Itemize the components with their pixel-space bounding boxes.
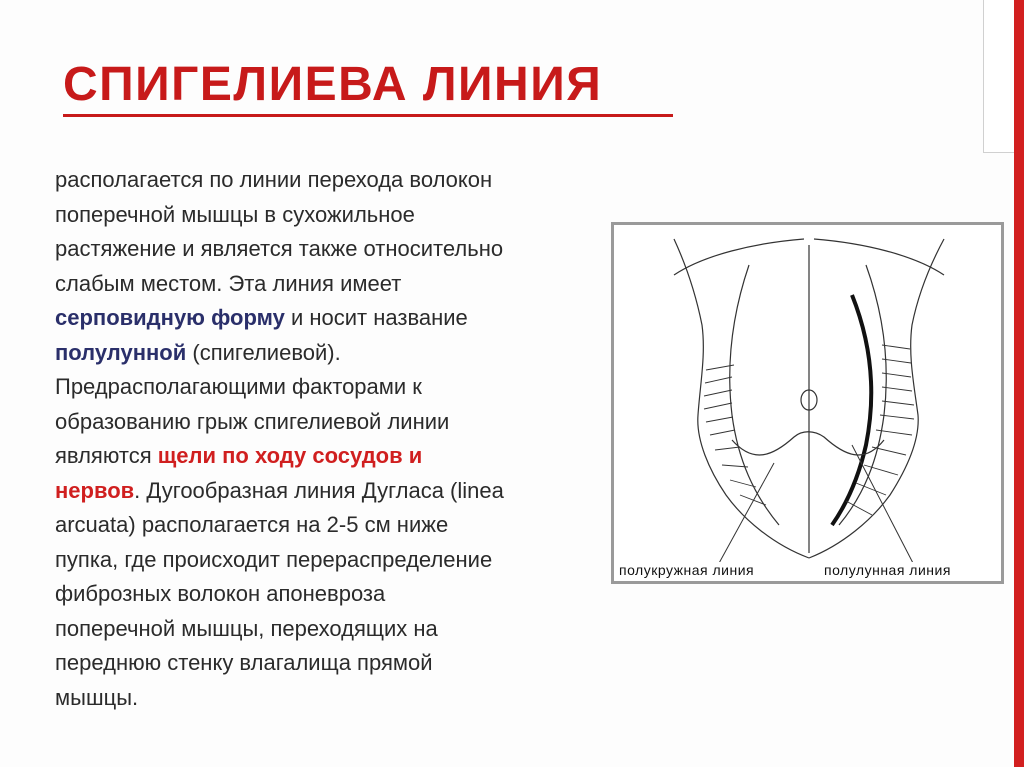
corner-frame-decoration bbox=[983, 0, 1014, 153]
paragraph-line bbox=[55, 439, 615, 474]
pointer-left bbox=[718, 463, 774, 565]
text-run: слабым местом. Эта линия имеет bbox=[55, 270, 402, 296]
text-run: фиброзных волокон апоневроза bbox=[55, 581, 386, 606]
paragraph-line bbox=[55, 612, 615, 647]
text-run: . Дугообразная линия Дугласа (linea bbox=[134, 477, 504, 503]
paragraph-line bbox=[55, 163, 615, 198]
text-run: и носит название bbox=[284, 305, 468, 330]
arcuate-contour bbox=[732, 432, 884, 455]
paragraph-line bbox=[55, 301, 615, 336]
paragraph-line bbox=[55, 336, 615, 371]
paragraph-line bbox=[55, 474, 615, 509]
body-paragraph bbox=[55, 163, 615, 715]
paragraph-line bbox=[55, 646, 615, 681]
right-accent-bar bbox=[1014, 0, 1024, 767]
torso-left-contour bbox=[674, 239, 809, 558]
title-underline bbox=[63, 114, 673, 117]
text-run: Предрасполагающими факторами к bbox=[55, 374, 422, 399]
text-run: поперечной мышцы, переходящих на bbox=[55, 615, 438, 641]
text-run: мышцы. bbox=[55, 684, 139, 710]
text-run: пупка, где происходит перераспределение bbox=[55, 546, 493, 572]
left-costal-margin bbox=[674, 239, 804, 275]
paragraph-line bbox=[55, 681, 615, 716]
right-costal-margin bbox=[814, 239, 944, 275]
paragraph-line bbox=[55, 543, 615, 578]
red-term-shcheli: щели по ходу сосудов и bbox=[157, 443, 423, 468]
abdominal-wall-drawing bbox=[614, 225, 1001, 581]
semilunar-line bbox=[832, 295, 871, 525]
paragraph-line bbox=[55, 405, 615, 440]
bold-term-serpovidnaya: серповидную форму bbox=[55, 305, 285, 330]
paragraph-line bbox=[55, 232, 615, 267]
text-run: (спигелиевой). bbox=[186, 339, 341, 365]
paragraph-line bbox=[55, 508, 615, 543]
text-run: растяжение и является также относительно bbox=[55, 236, 504, 261]
text-run: являются bbox=[55, 443, 158, 468]
anatomy-figure bbox=[611, 222, 1004, 584]
right-hatching bbox=[846, 345, 914, 515]
text-run: arcuata) располагается на 2-5 см ниже bbox=[55, 512, 449, 537]
pointer-right bbox=[852, 445, 914, 565]
text-run: располагается по линии перехода волокон bbox=[55, 167, 493, 192]
left-rectus-border bbox=[730, 265, 779, 525]
text-run: поперечной мышцы в сухожильное bbox=[55, 201, 415, 227]
paragraph-line bbox=[55, 267, 615, 302]
paragraph-line bbox=[55, 198, 615, 233]
label-semicircular-line: полукружная линия bbox=[619, 562, 755, 578]
bold-term-polulunnaya: полулунной bbox=[55, 339, 187, 365]
slide-title: СПИГЕЛИЕВА ЛИНИЯ bbox=[63, 58, 603, 111]
text-run: переднюю стенку влагалища прямой bbox=[55, 650, 433, 675]
text-run: образованию грыж спигелиевой линии bbox=[55, 408, 450, 434]
label-semilunar-line: полулунная линия bbox=[824, 562, 951, 578]
paragraph-line bbox=[55, 577, 615, 612]
red-term-nervov: нервов bbox=[55, 477, 135, 503]
torso-right-contour bbox=[809, 239, 944, 558]
paragraph-line bbox=[55, 370, 615, 405]
